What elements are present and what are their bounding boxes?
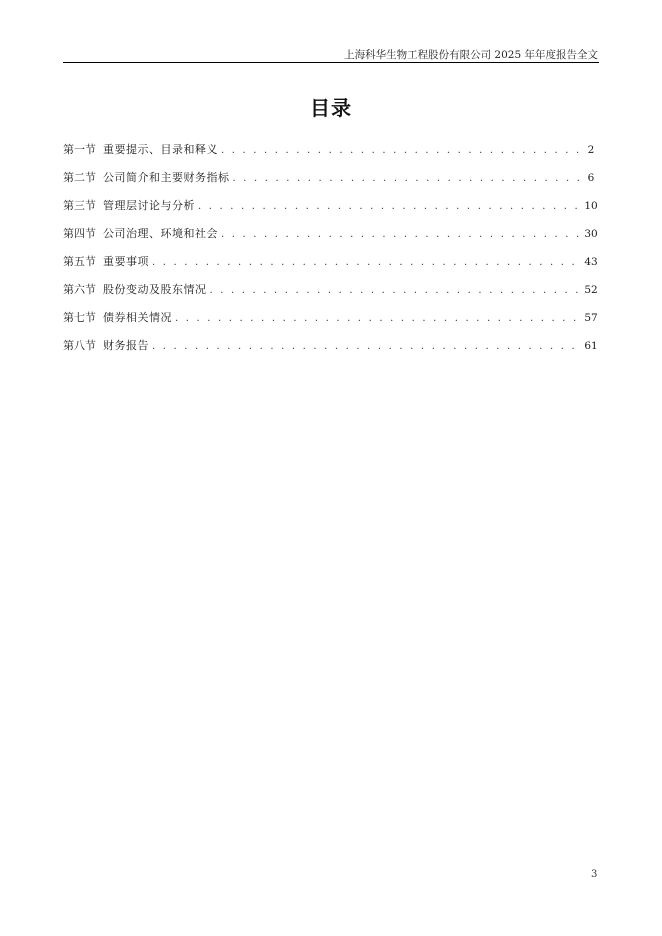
toc-dot-leader [221, 229, 579, 240]
toc-entry-5[interactable] [63, 253, 599, 281]
toc-entry-2[interactable] [63, 169, 599, 197]
toc-section-number: 第二节 [63, 171, 96, 184]
toc-section-number: 第四节 [63, 227, 96, 240]
toc-page-number: 57 [584, 312, 598, 324]
toc-page-number: 10 [584, 200, 598, 212]
toc-section-title: 财务报告 [103, 339, 149, 352]
toc-page-number: 52 [584, 284, 598, 296]
toc-dot-leader [233, 173, 580, 184]
toc-section-title: 重要事项 [103, 255, 149, 268]
toc-section-title: 公司简介和主要财务指标 [103, 171, 230, 184]
toc-section-title: 管理层讨论与分析 [103, 199, 195, 212]
toc-entry-6[interactable] [63, 281, 599, 309]
toc-dot-leader [210, 285, 580, 296]
toc-dot-leader [221, 145, 579, 156]
toc-page-number: 43 [584, 256, 598, 268]
toc-section-number: 第八节 [63, 339, 96, 352]
toc-section-title: 债券相关情况 [103, 311, 172, 324]
table-of-contents [63, 141, 599, 365]
toc-section-number: 第五节 [63, 255, 96, 268]
toc-title: 目录 [310, 96, 352, 120]
toc-page-number: 30 [584, 228, 598, 240]
toc-page-number: 6 [587, 172, 595, 184]
document-header: 上海科华生物工程股份有限公司 2025 年年度报告全文 [344, 49, 598, 61]
toc-entry-7[interactable] [63, 309, 599, 337]
toc-entry-8[interactable] [63, 337, 599, 365]
toc-section-title: 公司治理、环境和社会 [103, 227, 218, 240]
toc-dot-leader [152, 257, 579, 268]
toc-page-number: 2 [587, 144, 595, 156]
toc-section-number: 第七节 [63, 311, 96, 324]
toc-section-title: 股份变动及股东情况 [103, 283, 207, 296]
toc-section-title: 重要提示、目录和释义 [103, 143, 218, 156]
toc-section-number: 第一节 [63, 143, 96, 156]
toc-section-number: 第六节 [63, 283, 96, 296]
toc-dot-leader [198, 201, 579, 212]
toc-entry-3[interactable] [63, 197, 599, 225]
toc-dot-leader [175, 313, 579, 324]
page-number: 3 [591, 869, 598, 880]
toc-entry-4[interactable] [63, 225, 599, 253]
toc-section-number: 第三节 [63, 199, 96, 212]
toc-page-number: 61 [584, 340, 598, 352]
toc-entry-1[interactable] [63, 141, 599, 169]
toc-dot-leader [152, 341, 579, 352]
header-rule [63, 62, 599, 63]
